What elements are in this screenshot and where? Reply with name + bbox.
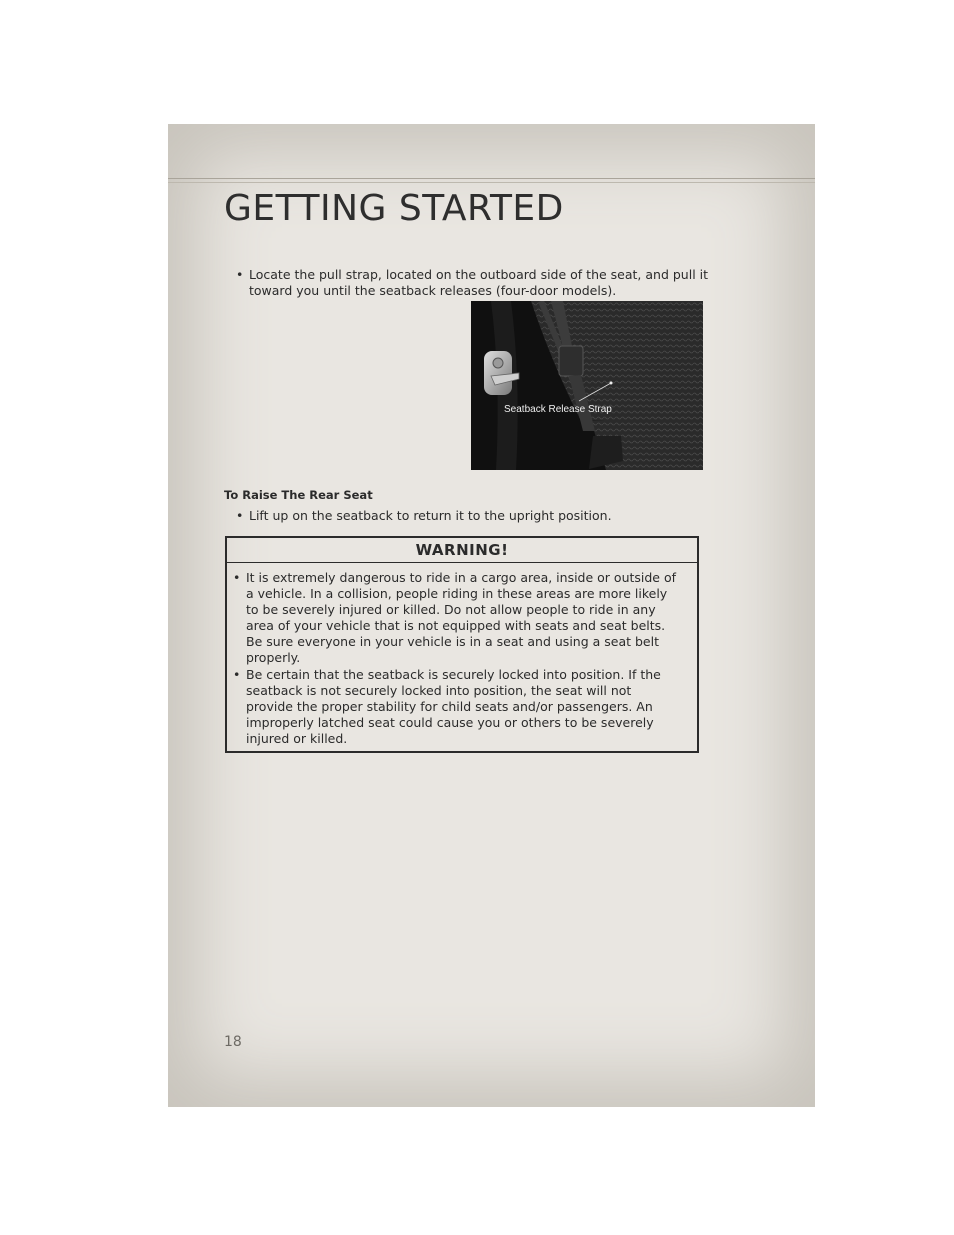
header-rule-secondary [168,182,815,183]
warning-title: WARNING! [227,538,697,563]
seat-illustration [471,301,703,470]
warning-line: provide the proper stability for child seats and/or passengers. An [246,699,653,714]
bullet-dot: • [236,267,244,282]
warning-line: Be sure everyone in your vehicle is in a seat and using a seat belt [246,634,659,649]
intro-line-1: Locate the pull strap, located on the outboard side of the seat, and pull it [249,267,709,282]
warning-line: injured or killed. [246,731,348,746]
bullet-dot: • [236,508,244,523]
bullet-dot: • [233,667,241,682]
warning-line: area of your vehicle that is not equipped with seats and seat belts. [246,618,666,633]
intro-line-2: toward you until the seatback releases (four-door models). [249,283,617,298]
warning-line: Be certain that the seatback is securely locked into position. If the [246,667,661,682]
header-rule [168,178,815,179]
warning-line: seatback is not securely locked into position, the seat will not [246,683,632,698]
seatback-release-photo [471,301,703,470]
warning-line: It is extremely dangerous to ride in a cargo area, inside or outside of [246,570,677,585]
photo-callout-label: Seatback Release Strap [504,404,612,415]
bullet-dot: • [233,570,241,585]
page-title: GETTING STARTED [224,188,564,229]
section-heading: To Raise The Rear Seat [224,488,373,502]
manual-page [168,124,815,1107]
warning-box [225,536,699,753]
page-number: 18 [224,1034,242,1050]
warning-line: properly. [246,650,301,665]
raise-bullet-text: Lift up on the seatback to return it to the upright position. [249,508,612,523]
warning-line: to be severely injured or killed. Do not allow people to ride in any [246,602,656,617]
warning-line: a vehicle. In a collision, people riding in these areas are more likely [246,586,668,601]
warning-line: improperly latched seat could cause you or others to be severely [246,715,654,730]
